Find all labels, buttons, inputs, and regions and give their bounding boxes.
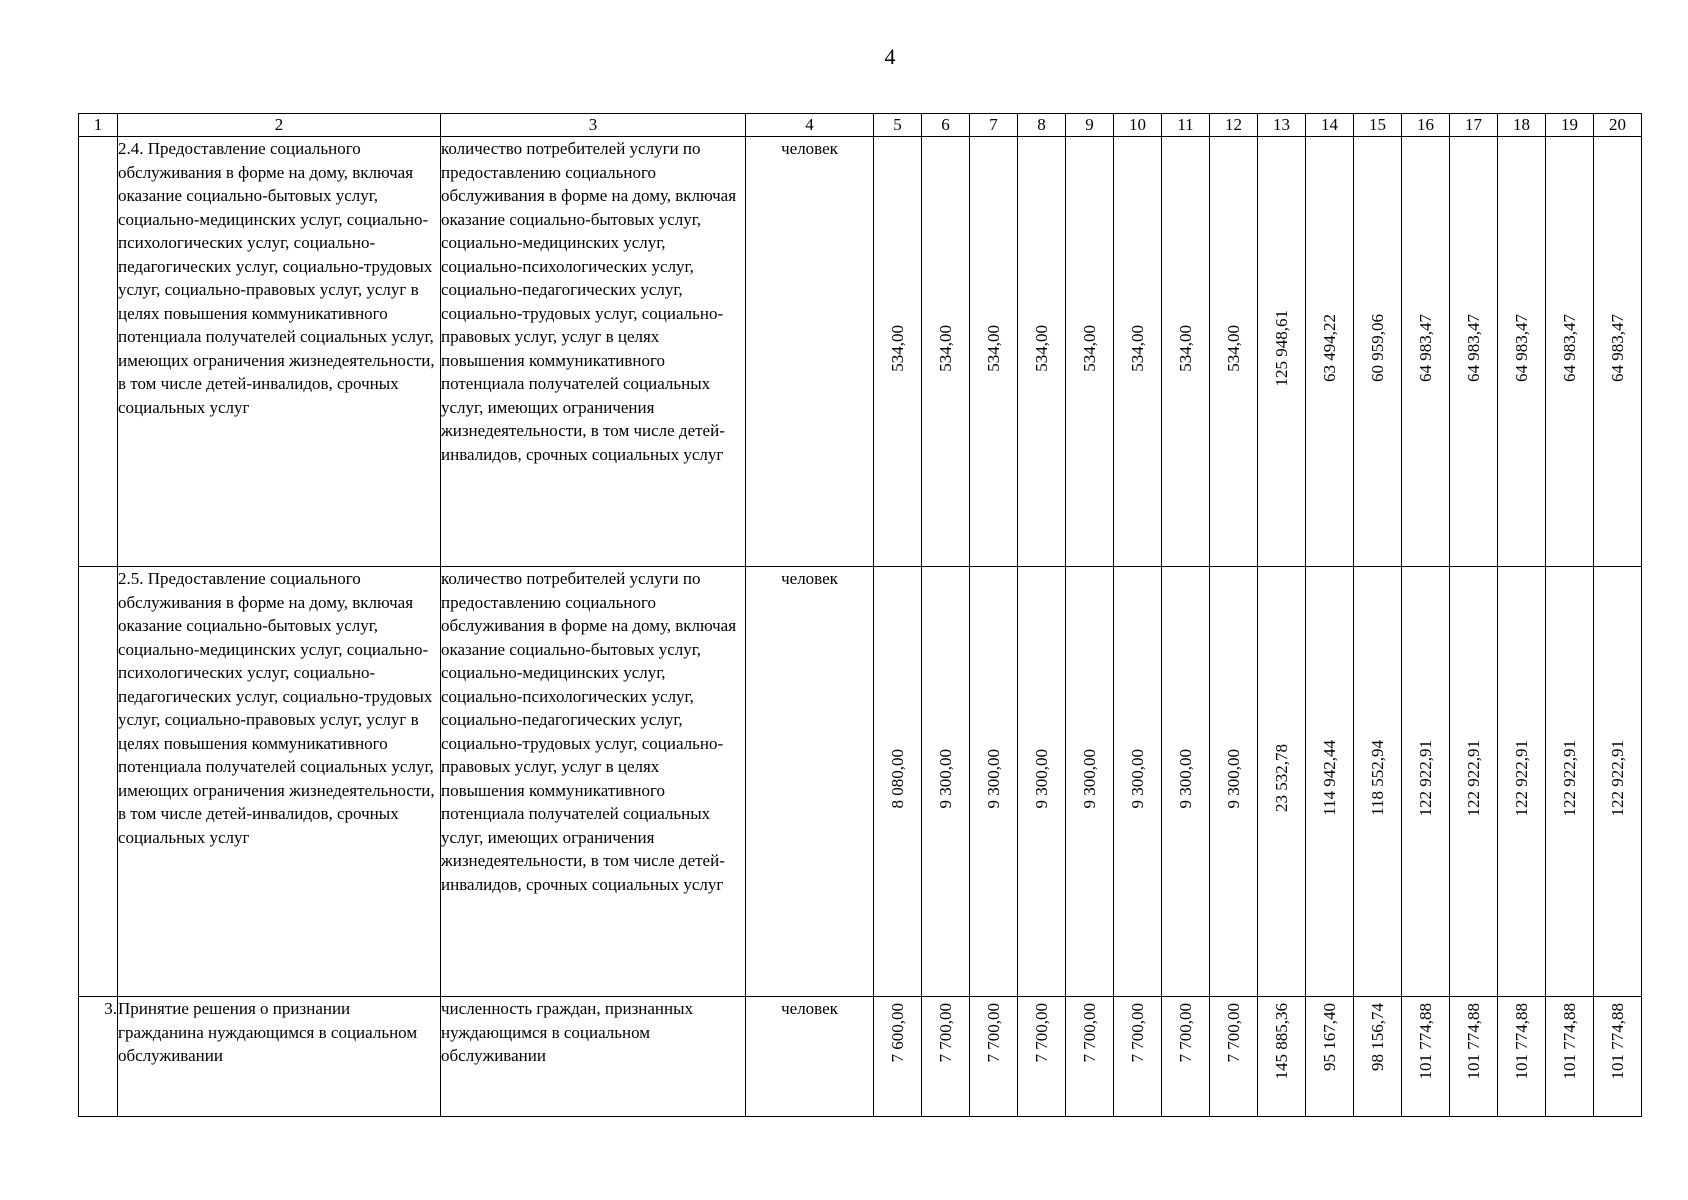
row-number-cell [79,567,118,997]
value-cell [1450,137,1498,567]
value-text: 9 300,00 [1175,748,1195,808]
value-text: 534,00 [935,324,955,372]
row-number-cell [79,137,118,567]
value-cell [1450,567,1498,997]
value-text: 64 983,47 [1511,314,1531,383]
column-header-12: 12 [1210,114,1258,137]
value-cell [1402,567,1450,997]
value-cell [1114,137,1162,567]
value-text: 122 922,91 [1607,740,1627,817]
value-text: 7 700,00 [1127,1003,1147,1063]
value-cell [1402,137,1450,567]
value-text: 95 167,40 [1319,1003,1339,1071]
column-header-13: 13 [1258,114,1306,137]
column-header-9: 9 [1066,114,1114,137]
value-text: 7 700,00 [983,1003,1003,1063]
value-text: 7 700,00 [1175,1003,1195,1063]
value-cell [1162,997,1210,1117]
value-cell [874,997,922,1117]
value-cell [922,567,970,997]
value-cell [1018,137,1066,567]
unit-cell: человек [746,137,874,567]
value-cell [1402,997,1450,1117]
value-cell [1306,137,1354,567]
column-header-18: 18 [1498,114,1546,137]
value-text: 118 552,94 [1367,740,1387,817]
value-cell [970,567,1018,997]
value-cell [1066,997,1114,1117]
column-header-10: 10 [1114,114,1162,137]
value-text: 64 983,47 [1463,314,1483,383]
value-text: 63 494,22 [1319,314,1339,383]
value-cell [1258,997,1306,1117]
value-cell [1162,137,1210,567]
value-cell [922,997,970,1117]
column-header-3: 3 [441,114,746,137]
row-number-cell: 3. [79,997,118,1117]
value-cell [1018,567,1066,997]
value-text: 534,00 [1127,324,1147,372]
value-cell [1450,997,1498,1117]
value-cell [970,997,1018,1117]
column-header-17: 17 [1450,114,1498,137]
value-text: 7 700,00 [1079,1003,1099,1063]
value-text: 534,00 [1079,324,1099,372]
column-header-4: 4 [746,114,874,137]
data-table [78,113,1642,1117]
value-text: 101 774,88 [1415,1003,1435,1080]
indicator-cell: численность граждан, признанных нуждающимся в социальном обслуживании [441,997,746,1117]
value-text: 98 156,74 [1367,1003,1387,1071]
value-text: 114 942,44 [1319,740,1339,817]
value-text: 534,00 [887,324,907,372]
value-cell [1546,567,1594,997]
value-text: 7 700,00 [935,1003,955,1063]
value-text: 7 600,00 [887,1003,907,1063]
value-text: 9 300,00 [935,748,955,808]
value-text: 60 959,06 [1367,314,1387,383]
value-cell [1114,567,1162,997]
column-header-15: 15 [1354,114,1402,137]
value-cell [1258,137,1306,567]
column-header-14: 14 [1306,114,1354,137]
service-name-cell: 2.5. Предоставление социального обслуживания в форме на дому, включая оказание социально-бытовых услуг, социально-медицинских услуг, социально-психологических услуг, социально-педагогических услуг, социально-трудовых услуг, социально-правовых услуг, услуг в целях повышения коммуникативного потенциала получателей социальных услуг, имеющих ограничения жизнедеятельности, в том числе детей-инвалидов, срочных социальных услуг [118,567,441,997]
column-header-5: 5 [874,114,922,137]
table-row [79,567,1642,997]
indicator-cell: количество потребителей услуги по предоставлению социального обслуживания в форме на дому, включая оказание социально-бытовых услуг, социально-медицинских услуг, социально-психологических услуг, социально-педагогических услуг, социально-трудовых услуг, социально-правовых услуг, услуг в целях повышения коммуникативного потенциала получателей социальных услуг, имеющих ограничения жизнедеятельности, в том числе детей-инвалидов, срочных социальных услуг [441,137,746,567]
value-text: 9 300,00 [1079,748,1099,808]
value-text: 64 983,47 [1559,314,1579,383]
value-text: 145 885,36 [1271,1003,1291,1080]
column-header-7: 7 [970,114,1018,137]
value-cell [1354,567,1402,997]
value-cell [1210,997,1258,1117]
column-header-16: 16 [1402,114,1450,137]
column-header-2: 2 [118,114,441,137]
value-text: 534,00 [983,324,1003,372]
value-text: 7 700,00 [1223,1003,1243,1063]
value-cell [1546,997,1594,1117]
value-text: 7 700,00 [1031,1003,1051,1063]
value-cell [1354,137,1402,567]
value-cell [1306,567,1354,997]
service-name-cell: 2.4. Предоставление социального обслуживания в форме на дому, включая оказание социально-бытовых услуг, социально-медицинских услуг, социально-психологических услуг, социально-педагогических услуг, социально-трудовых услуг, социально-правовых услуг, услуг в целях повышения коммуникативного потенциала получателей социальных услуг, имеющих ограничения жизнедеятельности, в том числе детей-инвалидов, срочных социальных услуг [118,137,441,567]
value-cell [1258,567,1306,997]
value-text: 122 922,91 [1415,740,1435,817]
value-cell [1594,567,1642,997]
unit-cell: человек [746,997,874,1117]
value-cell [874,137,922,567]
column-header-19: 19 [1546,114,1594,137]
column-header-6: 6 [922,114,970,137]
value-text: 534,00 [1031,324,1051,372]
unit-cell: человек [746,567,874,997]
value-text: 9 300,00 [1127,748,1147,808]
value-cell [1066,567,1114,997]
value-text: 9 300,00 [1223,748,1243,808]
value-cell [1018,997,1066,1117]
value-cell [1066,137,1114,567]
table-header-row [79,114,1642,137]
table-row [79,137,1642,567]
value-cell [1114,997,1162,1117]
value-cell [1498,137,1546,567]
value-text: 122 922,91 [1511,740,1531,817]
value-cell [1210,567,1258,997]
value-text: 101 774,88 [1607,1003,1627,1080]
value-text: 101 774,88 [1463,1003,1483,1080]
page-number: 4 [884,44,896,69]
value-text: 64 983,47 [1607,314,1627,383]
value-text: 101 774,88 [1511,1003,1531,1080]
value-text: 534,00 [1175,324,1195,372]
value-text: 122 922,91 [1559,740,1579,817]
service-name-cell: Принятие решения о признании гражданина нуждающимся в социальном обслуживании [118,997,441,1117]
indicator-cell: количество потребителей услуги по предоставлению социального обслуживания в форме на дому, включая оказание социально-бытовых услуг, социально-медицинских услуг, социально-психологических услуг, социально-педагогических услуг, социально-трудовых услуг, социально-правовых услуг, услуг в целях повышения коммуникативного потенциала получателей социальных услуг, имеющих ограничения жизнедеятельности, в том числе детей-инвалидов, срочных социальных услуг [441,567,746,997]
table-row [79,997,1642,1117]
column-header-8: 8 [1018,114,1066,137]
value-text: 125 948,61 [1271,310,1291,387]
column-header-20: 20 [1594,114,1642,137]
value-cell [922,137,970,567]
value-cell [1594,997,1642,1117]
value-cell [1306,997,1354,1117]
value-text: 8 080,00 [887,748,907,808]
value-text: 534,00 [1223,324,1243,372]
value-cell [874,567,922,997]
value-cell [1498,997,1546,1117]
value-cell [1594,137,1642,567]
value-text: 9 300,00 [1031,748,1051,808]
value-text: 64 983,47 [1415,314,1435,383]
value-cell [1210,137,1258,567]
value-cell [970,137,1018,567]
value-text: 101 774,88 [1559,1003,1579,1080]
value-cell [1546,137,1594,567]
value-text: 122 922,91 [1463,740,1483,817]
value-cell [1162,567,1210,997]
value-cell [1354,997,1402,1117]
value-cell [1498,567,1546,997]
column-header-11: 11 [1162,114,1210,137]
column-header-1: 1 [79,114,118,137]
value-text: 23 532,78 [1271,744,1291,813]
value-text: 9 300,00 [983,748,1003,808]
